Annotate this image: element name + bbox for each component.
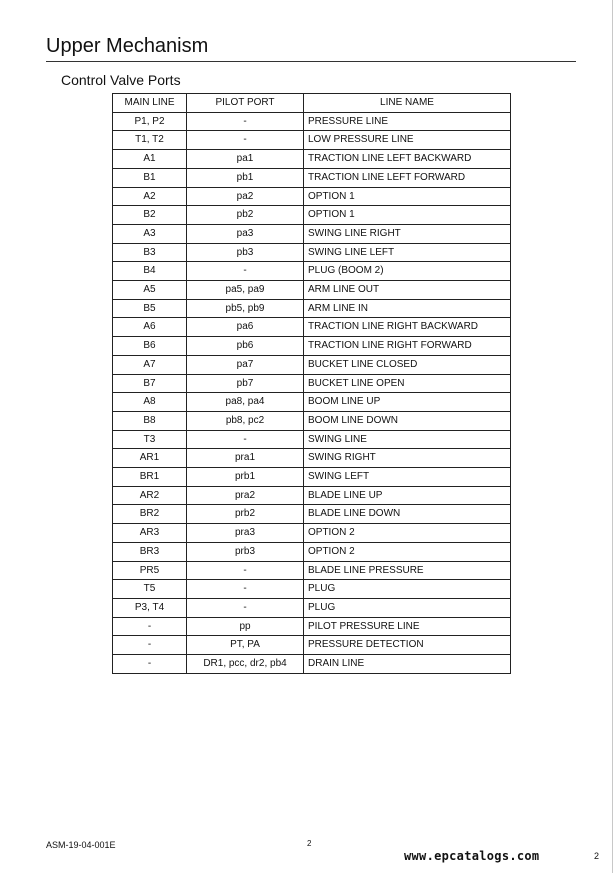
pilot-port-cell: pp [187,617,304,636]
table-row [113,206,511,225]
pilot-port-cell: pa2 [187,187,304,206]
pilot-port-cell: pra1 [187,449,304,468]
table-row [113,449,511,468]
title-divider [46,61,576,62]
pilot-port-cell: pb3 [187,243,304,262]
line-name-cell: TRACTION LINE LEFT FORWARD [304,168,511,187]
pilot-port-cell: - [187,580,304,599]
table-row [113,299,511,318]
header-main-line: MAIN LINE [113,94,187,113]
main-line-cell: B3 [113,243,187,262]
line-name-cell: DRAIN LINE [304,655,511,674]
main-line-cell: T5 [113,580,187,599]
main-line-cell: A3 [113,224,187,243]
pilot-port-cell: pa7 [187,355,304,374]
page-title: Upper Mechanism [46,35,209,57]
main-line-cell: B4 [113,262,187,281]
main-line-cell: - [113,655,187,674]
table-row [113,561,511,580]
table-row [113,337,511,356]
line-name-cell: BUCKET LINE CLOSED [304,355,511,374]
pilot-port-cell: pb1 [187,168,304,187]
line-name-cell: SWING LINE [304,430,511,449]
line-name-cell: BLADE LINE UP [304,486,511,505]
pilot-port-cell: pa8, pa4 [187,393,304,412]
page-number-center: 2 [307,839,312,848]
line-name-cell: PLUG [304,580,511,599]
line-name-cell: SWING LEFT [304,468,511,487]
table-row [113,655,511,674]
table-row [113,131,511,150]
table-row [113,281,511,300]
line-name-cell: ARM LINE OUT [304,281,511,300]
table-row [113,262,511,281]
main-line-cell: P3, T4 [113,598,187,617]
pilot-port-cell: prb1 [187,468,304,487]
line-name-cell: PRESSURE LINE [304,112,511,131]
document-code: ASM-19-04-001E [46,840,116,850]
table-row [113,505,511,524]
pilot-port-cell: DR1, pcc, dr2, pb4 [187,655,304,674]
table-row [113,617,511,636]
main-line-cell: AR1 [113,449,187,468]
pilot-port-cell: prb2 [187,505,304,524]
line-name-cell: PLUG [304,598,511,617]
line-name-cell: BUCKET LINE OPEN [304,374,511,393]
header-pilot-port: PILOT PORT [187,94,304,113]
control-valve-ports-table [112,93,511,674]
line-name-cell: OPTION 1 [304,206,511,225]
table-row [113,355,511,374]
table-row [113,430,511,449]
table-row [113,542,511,561]
pilot-port-cell: PT, PA [187,636,304,655]
pilot-port-cell: pa6 [187,318,304,337]
pilot-port-cell: - [187,262,304,281]
main-line-cell: - [113,617,187,636]
table-row [113,486,511,505]
main-line-cell: A5 [113,281,187,300]
pilot-port-cell: - [187,430,304,449]
main-line-cell: B6 [113,337,187,356]
pilot-port-cell: - [187,561,304,580]
line-name-cell: SWING RIGHT [304,449,511,468]
line-name-cell: OPTION 2 [304,542,511,561]
pilot-port-cell: pra3 [187,524,304,543]
table-row [113,580,511,599]
line-name-cell: BLADE LINE PRESSURE [304,561,511,580]
line-name-cell: SWING LINE RIGHT [304,224,511,243]
table-body [113,112,511,673]
table-row [113,150,511,169]
pilot-port-cell: - [187,112,304,131]
main-line-cell: PR5 [113,561,187,580]
table-row [113,243,511,262]
line-name-cell: PRESSURE DETECTION [304,636,511,655]
pilot-port-cell: pb5, pb9 [187,299,304,318]
pilot-port-cell: pb6 [187,337,304,356]
main-line-cell: B5 [113,299,187,318]
table-row [113,411,511,430]
main-line-cell: A1 [113,150,187,169]
main-line-cell: A6 [113,318,187,337]
main-line-cell: T1, T2 [113,131,187,150]
table-row [113,187,511,206]
line-name-cell: BOOM LINE DOWN [304,411,511,430]
line-name-cell: BLADE LINE DOWN [304,505,511,524]
line-name-cell: TRACTION LINE RIGHT BACKWARD [304,318,511,337]
main-line-cell: B8 [113,411,187,430]
line-name-cell: SWING LINE LEFT [304,243,511,262]
pilot-port-cell: pb7 [187,374,304,393]
page-number-right: 2 [594,851,600,861]
main-line-cell: B7 [113,374,187,393]
line-name-cell: LOW PRESSURE LINE [304,131,511,150]
table-row [113,636,511,655]
table-row [113,393,511,412]
table-row [113,112,511,131]
pilot-port-cell: pa5, pa9 [187,281,304,300]
main-line-cell: B2 [113,206,187,225]
table-row [113,318,511,337]
main-line-cell: AR3 [113,524,187,543]
line-name-cell: PLUG (BOOM 2) [304,262,511,281]
line-name-cell: BOOM LINE UP [304,393,511,412]
table-row [113,168,511,187]
main-line-cell: P1, P2 [113,112,187,131]
main-line-cell: A8 [113,393,187,412]
main-line-cell: T3 [113,430,187,449]
pilot-port-cell: - [187,131,304,150]
main-line-cell: A7 [113,355,187,374]
pilot-port-cell: prb3 [187,542,304,561]
page-edge-line [612,0,613,873]
main-line-cell: BR1 [113,468,187,487]
main-line-cell: BR2 [113,505,187,524]
header-line-name: LINE NAME [304,94,511,113]
table-row [113,224,511,243]
table-row [113,374,511,393]
line-name-cell: TRACTION LINE RIGHT FORWARD [304,337,511,356]
line-name-cell: OPTION 2 [304,524,511,543]
main-line-cell: BR3 [113,542,187,561]
line-name-cell: OPTION 1 [304,187,511,206]
pilot-port-cell: pa3 [187,224,304,243]
line-name-cell: ARM LINE IN [304,299,511,318]
main-line-cell: B1 [113,168,187,187]
main-line-cell: - [113,636,187,655]
line-name-cell: PILOT PRESSURE LINE [304,617,511,636]
section-subtitle: Control Valve Ports [61,72,181,88]
table-row [113,468,511,487]
pilot-port-cell: - [187,598,304,617]
pilot-port-cell: pra2 [187,486,304,505]
table-row [113,598,511,617]
main-line-cell: A2 [113,187,187,206]
pilot-port-cell: pa1 [187,150,304,169]
table-row [113,524,511,543]
pilot-port-cell: pb8, pc2 [187,411,304,430]
table-header-row [113,94,511,113]
pilot-port-cell: pb2 [187,206,304,225]
main-line-cell: AR2 [113,486,187,505]
website-watermark: www.epcatalogs.com [404,849,540,863]
line-name-cell: TRACTION LINE LEFT BACKWARD [304,150,511,169]
